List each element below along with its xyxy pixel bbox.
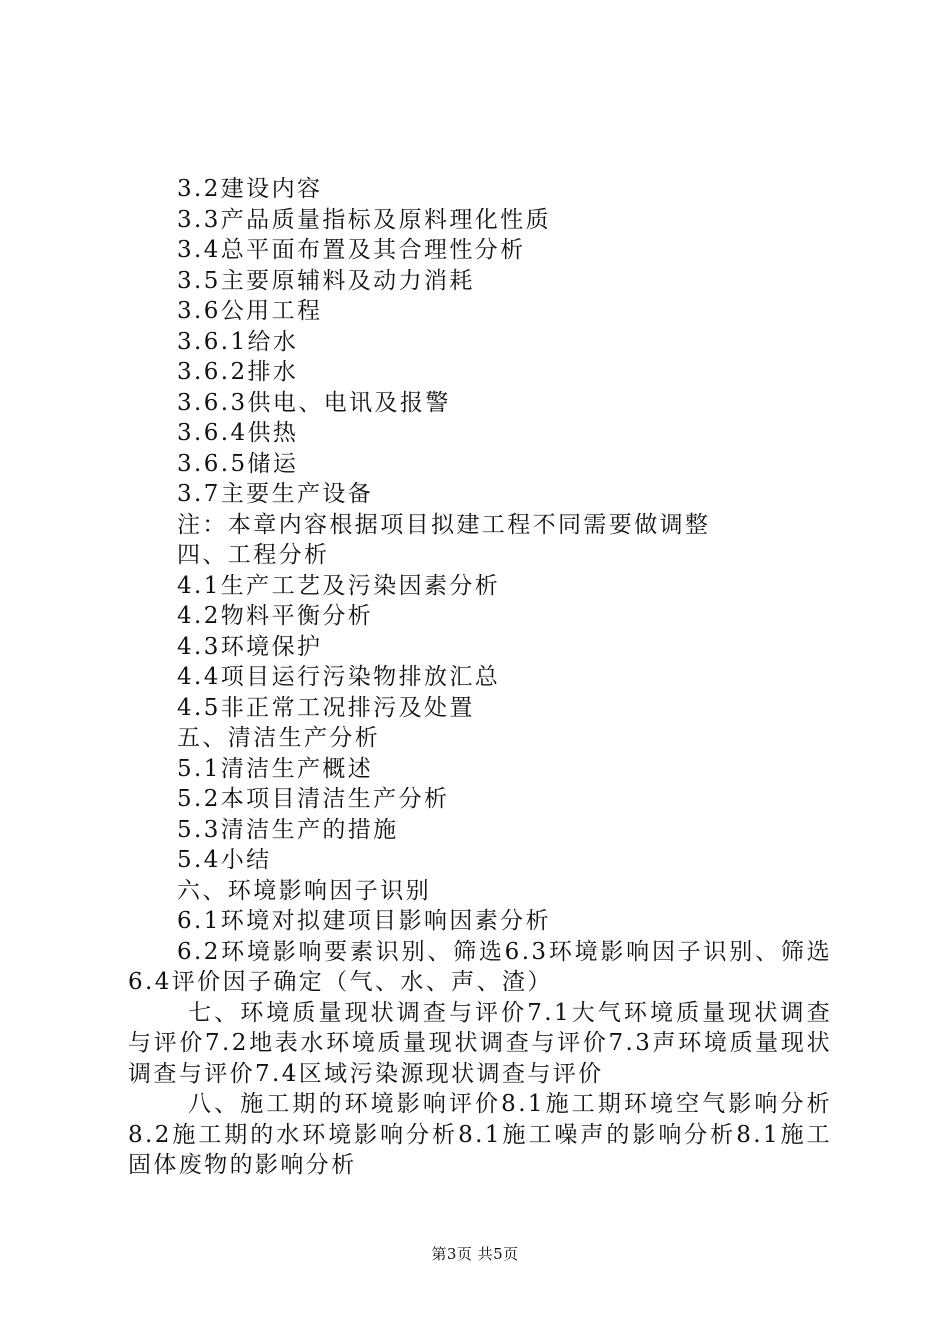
- section-heading: 六、环境影响因子识别: [177, 877, 431, 904]
- outline-line: 3.6.1给水: [177, 328, 299, 355]
- outline-line: 3.6.4供热: [177, 420, 299, 446]
- outline-line: 4.3环境保护: [177, 633, 323, 660]
- outline-line: 3.6.5储运: [177, 450, 299, 477]
- outline-paragraph: 6.2环境影响要素识别、筛选6.3环境影响因子识别、筛选6.4评价因子确定（气、水、声、渣）: [128, 938, 832, 995]
- outline-line: 4.1生产工艺及污染因素分析: [177, 572, 501, 599]
- outline-line: 3.3产品质量指标及原料理化性质: [177, 206, 551, 233]
- outline-line: 5.2本项目清洁生产分析: [177, 786, 450, 812]
- outline-line: 4.5非正常工况排污及处置: [177, 694, 475, 721]
- outline-line: 3.7主要生产设备: [177, 481, 374, 507]
- outline-line: 3.6.3供电、电讯及报警: [177, 389, 451, 416]
- section-paragraph: 八、施工期的环境影响评价8.1施工期环境空气影响分析8.2施工期的水环境影响分析8.1施工噪声的影响分析8.1施工固体废物的影响分析: [128, 1091, 832, 1178]
- outline-line: 6.1环境对拟建项目影响因素分析: [177, 908, 551, 934]
- section-heading: 四、工程分析: [177, 542, 330, 568]
- outline-line: 3.6.2排水: [177, 359, 299, 385]
- page-number-footer: 第3页 共5页: [431, 1245, 519, 1263]
- section-paragraph: 七、环境质量现状调查与评价7.1大气环境质量现状调查与评价7.2地表水环境质量现状调查与评价7.3声环境质量现状调查与评价7.4区域污染源现状调查与评价: [128, 999, 832, 1087]
- page-body: [128, 174, 832, 1181]
- outline-line: 5.1清洁生产概述: [177, 755, 374, 782]
- outline-line: 4.2物料平衡分析: [177, 603, 374, 629]
- outline-line: 4.4项目运行污染物排放汇总: [177, 664, 501, 690]
- outline-line: 3.6公用工程: [177, 298, 323, 324]
- section-heading: 五、清洁生产分析: [177, 725, 381, 751]
- outline-note: 注：本章内容根据项目拟建工程不同需要做调整: [177, 511, 711, 538]
- outline-line: 5.3清洁生产的措施: [177, 816, 399, 843]
- outline-line: 3.4总平面布置及其合理性分析: [177, 237, 526, 263]
- outline-line: 3.2建设内容: [177, 176, 323, 202]
- outline-line: 5.4小结: [177, 847, 272, 873]
- outline-line: 3.5主要原辅料及动力消耗: [177, 267, 475, 294]
